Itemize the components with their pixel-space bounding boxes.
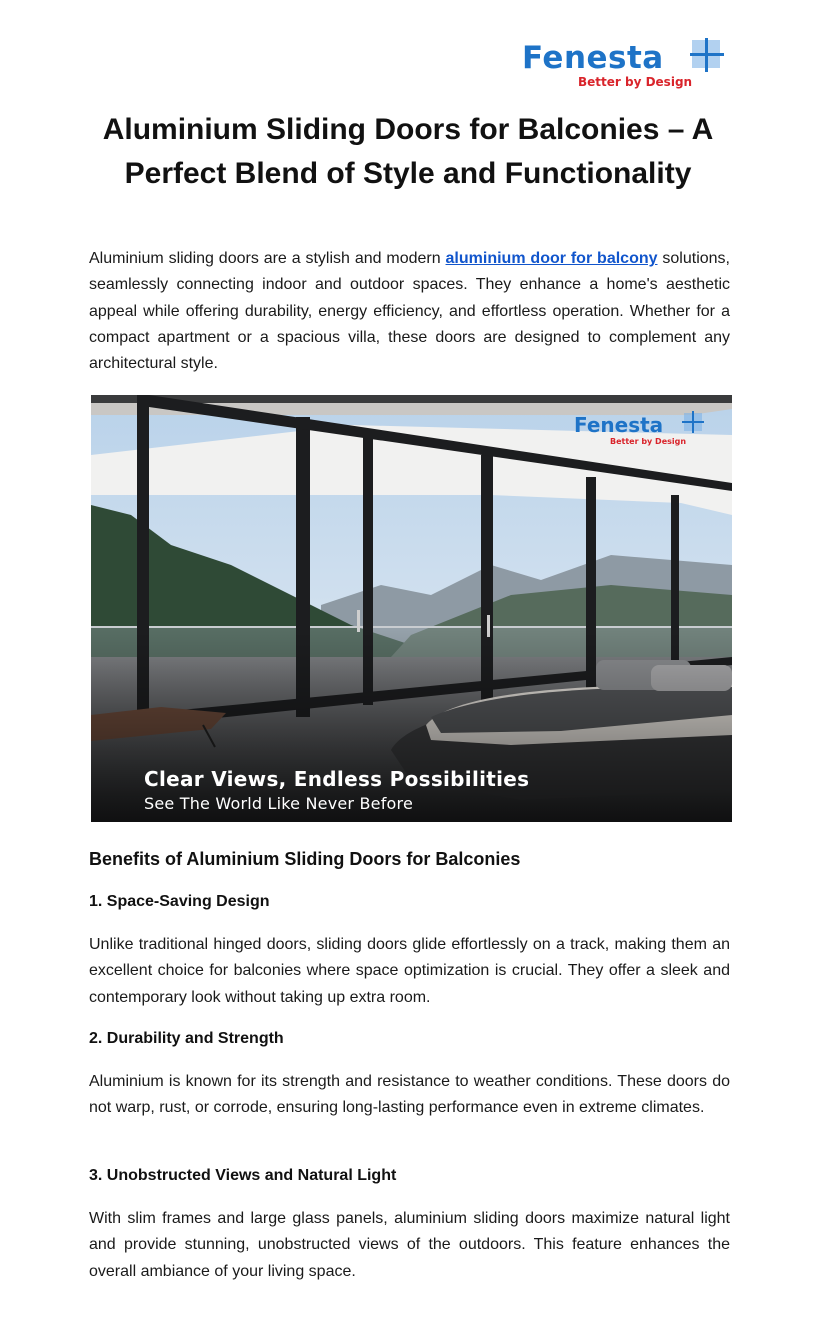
benefit-2-heading: 2. Durability and Strength xyxy=(89,1030,284,1047)
bedroom-balcony-illustration xyxy=(91,395,732,822)
benefit-3-heading: 3. Unobstructed Views and Natural Light xyxy=(89,1167,397,1184)
aluminium-door-link[interactable]: aluminium door for balcony xyxy=(445,250,658,267)
window-cross-icon xyxy=(690,38,724,72)
image-logo-wordmark: Fenesta xyxy=(574,413,664,437)
intro-text-start: Aluminium sliding doors are a stylish and modern xyxy=(89,250,446,267)
image-caption-title: Clear Views, Endless Possibilities xyxy=(144,767,530,791)
intro-paragraph xyxy=(89,246,730,377)
benefit-1-heading: 1. Space-Saving Design xyxy=(89,893,270,910)
benefit-2-text: Aluminium is known for its strength and resistance to weather conditions. These doors do not warp, rust, or corrode, ensuring long-lasting performance even in extreme climates. xyxy=(89,1073,730,1117)
image-caption-subtitle: See The World Like Never Before xyxy=(144,794,413,813)
image-logo xyxy=(574,413,714,447)
image-logo-tagline: Better by Design xyxy=(610,437,687,446)
logo-wordmark: Fenesta xyxy=(522,40,664,76)
fenesta-logo xyxy=(522,38,732,94)
intro-text-end: solutions, seamlessly connecting indoor and outdoor spaces. They enhance a home's aesthetic appeal while offering durability, energy efficiency, and effortless operation. Whether for a compact apartment or a spacious villa, these doors are designed to complement any architectural style. xyxy=(89,250,730,373)
window-cross-icon xyxy=(682,411,704,433)
logo-tagline: Better by Design xyxy=(578,75,693,89)
benefit-1-text: Unlike traditional hinged doors, sliding doors glide effortlessly on a track, making them an excellent choice for balconies where space optimization is crucial. They offer a sleek and contemporary look without taking up extra room. xyxy=(89,936,730,1006)
benefit-3-text: With slim frames and large glass panels, aluminium sliding doors maximize natural light and provide stunning, unobstructed views of the outdoors. This feature enhances the overall ambiance of your living space. xyxy=(89,1210,730,1280)
hero-image xyxy=(91,395,732,822)
benefits-heading: Benefits of Aluminium Sliding Doors for Balconies xyxy=(89,849,521,869)
page-title: Aluminium Sliding Doors for Balconies – A Perfect Blend of Style and Functionality xyxy=(102,113,714,190)
